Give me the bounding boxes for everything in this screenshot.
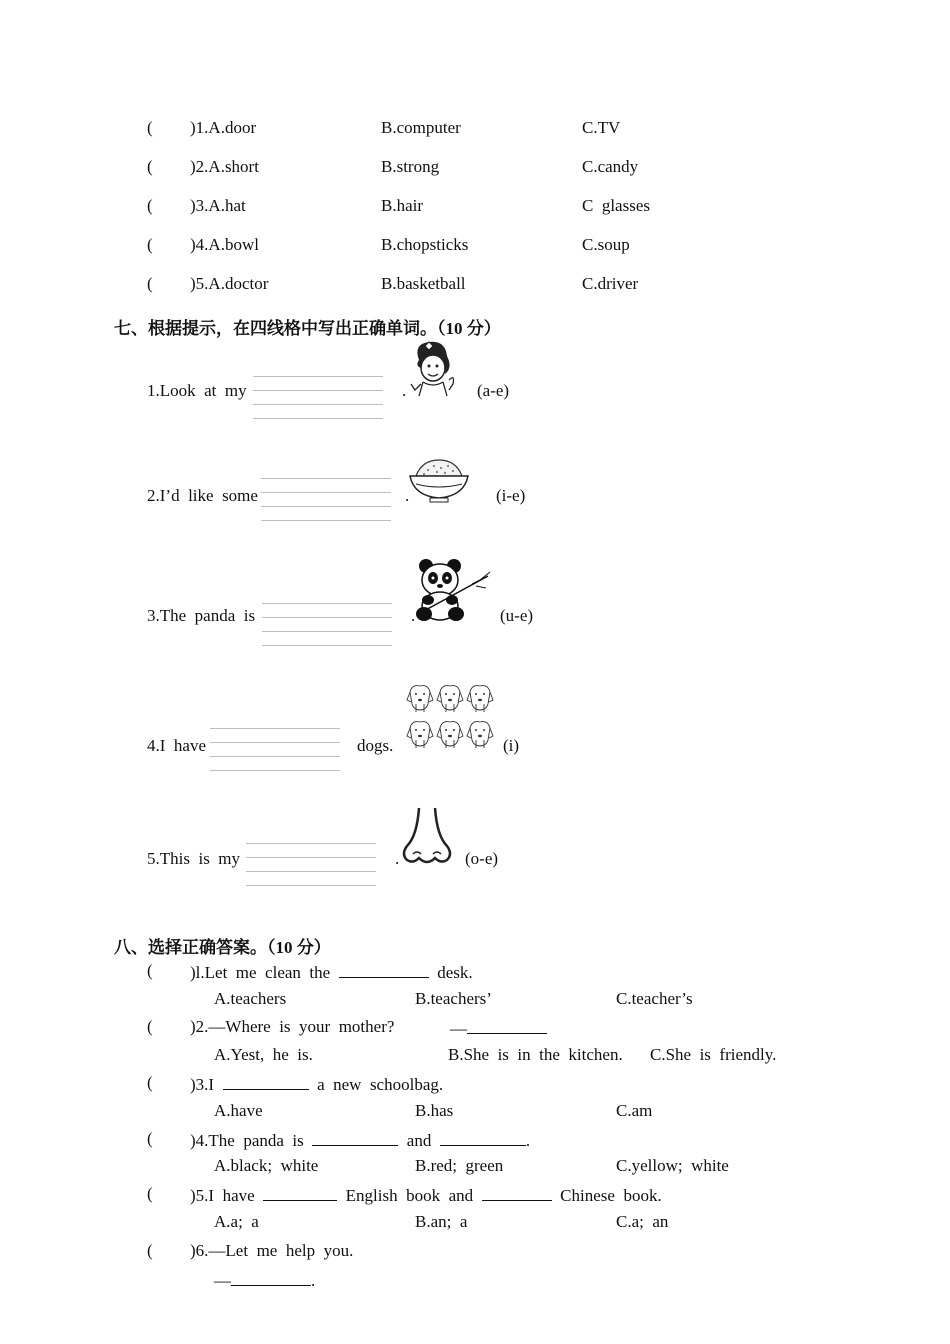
- answer-blank[interactable]: [231, 1269, 311, 1286]
- question-4-option-c: C.soup: [582, 235, 630, 254]
- answer-blank[interactable]: [467, 1017, 547, 1034]
- four-line-box-4[interactable]: [210, 728, 340, 772]
- mc-question-6: )6.—Let me help you.: [190, 1241, 354, 1260]
- nose-icon: [399, 806, 455, 866]
- fill-prompt-4: 4.I have: [147, 736, 207, 755]
- answer-blank[interactable]: [263, 1184, 337, 1201]
- fill-hint-1: (a-e): [477, 381, 510, 400]
- fill-hint-4: (i): [503, 736, 520, 755]
- rice-bowl-icon: [408, 456, 470, 504]
- fill-prompt-3: 3.The panda is: [147, 606, 256, 625]
- question-4-option-b: B.chopsticks: [381, 235, 469, 254]
- question-3-option-c: C glasses: [582, 196, 650, 215]
- mc-question-5: )5.I have English book and Chinese book.: [190, 1186, 662, 1205]
- answer-blank[interactable]: [482, 1184, 552, 1201]
- question-2-option-b: B.strong: [381, 157, 440, 176]
- section7-title: 七、根据提示，在四线格中写出正确单词。（10 分）: [114, 319, 501, 338]
- question-2-option-c: C.candy: [582, 157, 639, 176]
- nine-dogs-icon: [406, 682, 496, 754]
- four-line-box-5[interactable]: [246, 843, 376, 887]
- four-line-box-2[interactable]: [261, 478, 391, 522]
- answer-paren[interactable]: (: [147, 1241, 153, 1260]
- question-1-option-c: C.TV: [582, 118, 621, 137]
- answer-blank[interactable]: [312, 1129, 398, 1146]
- q4-option-b: B.red; green: [415, 1156, 504, 1175]
- q2-option-a: A.Yest, he is.: [214, 1045, 313, 1064]
- mc-question-3: )3.I a new schoolbag.: [190, 1075, 444, 1094]
- question-5-option-a: )5.A.doctor: [190, 274, 269, 293]
- girl-icon: [405, 338, 461, 398]
- q2-option-b: B.She is in the kitchen.: [448, 1045, 623, 1064]
- question-2-option-a: )2.A.short: [190, 157, 259, 176]
- answer-blank[interactable]: [223, 1073, 309, 1090]
- answer-paren[interactable]: (: [147, 196, 153, 215]
- fill-prompt-5: 5.This is my: [147, 849, 241, 868]
- q1-option-c: C.teacher’s: [616, 989, 693, 1008]
- q1-option-b: B.teachers’: [415, 989, 492, 1008]
- q3-option-b: B.has: [415, 1101, 454, 1120]
- four-line-box-1[interactable]: [253, 376, 383, 420]
- fill-dot-3: .: [411, 606, 416, 625]
- answer-paren[interactable]: (: [147, 118, 153, 137]
- q3-option-a: A.have: [214, 1101, 263, 1120]
- fill-dot-5: .: [395, 849, 400, 868]
- question-5-option-b: B.basketball: [381, 274, 466, 293]
- question-5-option-c: C.driver: [582, 274, 639, 293]
- mc-question-4: )4.The panda is and .: [190, 1131, 531, 1150]
- answer-paren[interactable]: (: [147, 961, 153, 980]
- answer-paren[interactable]: (: [147, 1017, 153, 1036]
- q5-option-b: B.an; a: [415, 1212, 468, 1231]
- question-4-option-a: )4.A.bowl: [190, 235, 259, 254]
- q5-option-a: A.a; a: [214, 1212, 259, 1231]
- fill-prompt-2: 2.I’d like some: [147, 486, 258, 505]
- answer-paren[interactable]: (: [147, 1129, 153, 1148]
- fill-hint-3: (u-e): [500, 606, 534, 625]
- fill-dot-1: .: [402, 381, 407, 400]
- answer-paren[interactable]: (: [147, 1073, 153, 1092]
- panda-icon: [412, 558, 492, 624]
- fill-hint-2: (i-e): [496, 486, 526, 505]
- q3-option-c: C.am: [616, 1101, 653, 1120]
- answer-blank[interactable]: [339, 961, 429, 978]
- fill-dot-2: .: [405, 486, 410, 505]
- fill-prompt-1: 1.Look at my: [147, 381, 247, 400]
- answer-paren[interactable]: (: [147, 235, 153, 254]
- q5-option-c: C.a; an: [616, 1212, 669, 1231]
- mc-question-1: )l.Let me clean the desk.: [190, 963, 473, 982]
- fill-hint-5: (o-e): [465, 849, 499, 868]
- question-3-option-b: B.hair: [381, 196, 424, 215]
- question-3-option-a: )3.A.hat: [190, 196, 246, 215]
- q1-option-a: A.teachers: [214, 989, 287, 1008]
- q4-option-a: A.black; white: [214, 1156, 319, 1175]
- answer-paren[interactable]: (: [147, 1184, 153, 1203]
- answer-paren[interactable]: (: [147, 274, 153, 293]
- answer-blank[interactable]: [440, 1129, 526, 1146]
- question-1-option-a: )1.A.door: [190, 118, 257, 137]
- q4-option-c: C.yellow; white: [616, 1156, 729, 1175]
- section8-title: 八、选择正确答案。（10 分）: [114, 938, 331, 957]
- answer-paren[interactable]: (: [147, 157, 153, 176]
- question-1-option-b: B.computer: [381, 118, 461, 137]
- fill-after-4: dogs.: [357, 736, 394, 755]
- mc-question-2: )2.—Where is your mother?: [190, 1017, 395, 1036]
- mc-question-6-reply: — .: [214, 1271, 316, 1290]
- q2-option-c: C.She is friendly.: [650, 1045, 777, 1064]
- mc-question-2-reply: —: [450, 1017, 547, 1039]
- four-line-box-3[interactable]: [262, 603, 392, 647]
